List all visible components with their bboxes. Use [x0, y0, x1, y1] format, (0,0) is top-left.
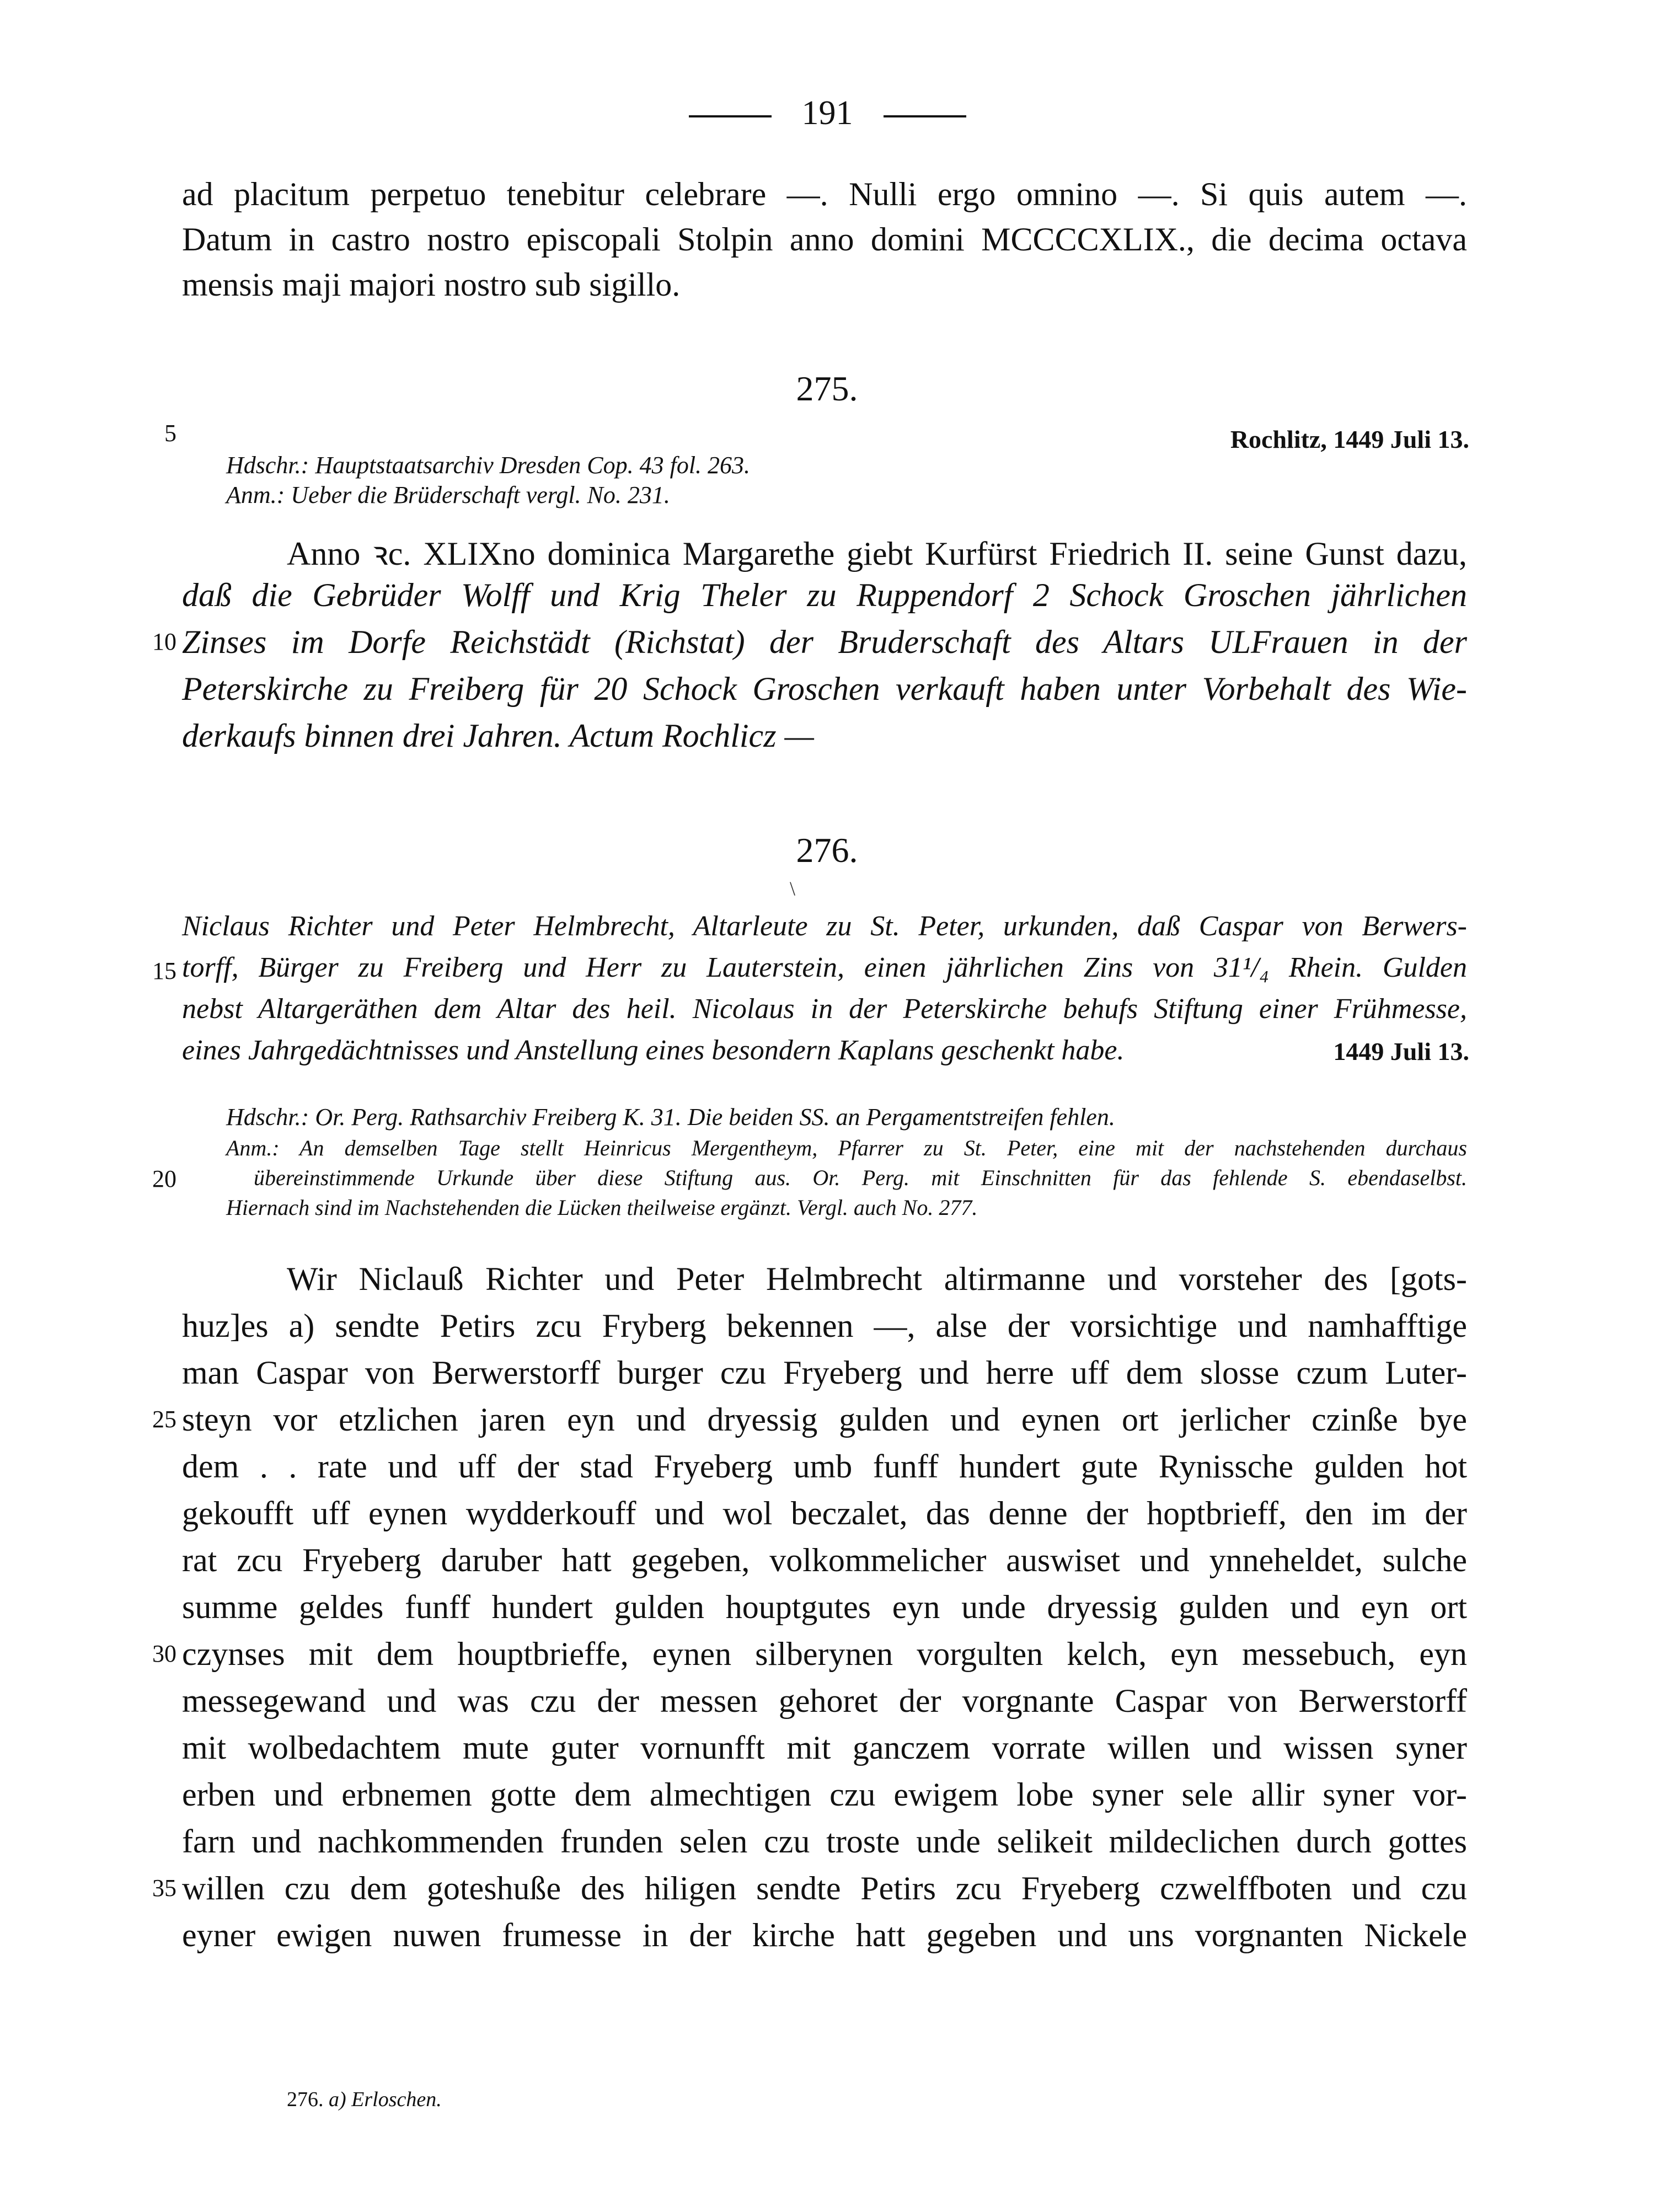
doc-275-text-line-1: Anno ꝛc. XLIXno dominica Margarethe giebt Kurfürst Friedrich II. seine Gunst dazu, [287, 535, 1467, 572]
intro-line-1: ad placitum perpetuo tenebitur celebrare —. Nulli ergo omnino —. Si quis autem —. [182, 176, 1467, 212]
doc-276-body-line-7: rat zcu Fryeberg daruber hatt gegeben, volkommelicher auswiset und ynneheldet, sulche [182, 1542, 1467, 1578]
doc-276-body-line-15: eyner ewigen nuwen frumesse in der kirche hatt gegeben und uns vorgnanten Nickele [182, 1917, 1467, 1953]
footnote-276a [287, 2087, 442, 2112]
page-number: 191 [801, 94, 853, 132]
intro-line-2: Datum in castro nostro episcopali Stolpin anno domini MCCCCXLIX., die decima octava [182, 221, 1467, 258]
footnote-text: Erloschen. [351, 2088, 442, 2111]
doc-276-body-line-10: messegewand und was czu der messen gehoret der vorgnante Caspar von Berwerstorff [182, 1683, 1467, 1719]
doc-276-body-line-11: mit wolbedachtem mute guter vornunfft mit ganczem vorrate willen und wissen syner [182, 1729, 1467, 1766]
header-rule-right [884, 115, 966, 117]
doc-276-body-line-8: summe geldes funff hundert gulden houptgutes eyn unde dryessig gulden und eyn ort [182, 1589, 1467, 1625]
doc-276-note-line-4: Hiernach sind im Nachstehenden die Lücken theilweise ergänzt. Vergl. auch No. 277. [226, 1195, 978, 1220]
doc-276-note-line-1: Hdschr.: Or. Perg. Rathsarchiv Freiberg K. 31. Die beiden SS. an Pergamentstreifen fehlen. [226, 1104, 1115, 1131]
line-number-30: 30 [152, 1640, 176, 1667]
doc-275-text-line-3: Zinses im Dorfe Reichstädt (Richstat) der Bruderschaft des Altars ULFrauen in der [182, 624, 1467, 660]
footnote-ref: 276. [287, 2088, 324, 2111]
doc-276-regest-line-2: torff, Bürger zu Freiberg und Herr zu Lauterstein, einen jährlichen Zins von 31¹/₄ Rhein. Gulden [182, 952, 1467, 983]
doc-276-body-line-12: erben und erbnemen gotte dem almechtigen czu ewigem lobe syner sele allir syner vor- [182, 1776, 1467, 1813]
footnote-label: a) [329, 2088, 346, 2111]
line-number-20: 20 [152, 1165, 176, 1192]
doc-276-body-line-5: dem . . rate und uff der stad Fryeberg umb funff hundert gute Rynissche gulden hot [182, 1448, 1467, 1485]
doc-275-text-line-4: Peterskirche zu Freiberg für 20 Schock Groschen verkauft haben unter Vorbehalt des Wie- [182, 671, 1467, 707]
doc-276-date: 1449 Juli 13. [1333, 1037, 1469, 1065]
line-number-35: 35 [152, 1874, 176, 1902]
doc-276-body-line-3: man Caspar von Berwerstorff burger czu Fryeberg und herre uff dem slosse czum Luter- [182, 1354, 1467, 1391]
doc-276-number: 276. [796, 831, 858, 870]
doc-276-regest-line-1: Niclaus Richter und Peter Helmbrecht, Altarleute zu St. Peter, urkunden, daß Caspar von Berwers- [182, 910, 1467, 942]
doc-275-note: Anm.: Ueber die Brüderschaft vergl. No. 231. [226, 481, 670, 508]
line-number-15: 15 [152, 957, 176, 984]
line-number-5: 5 [164, 420, 176, 447]
doc-275-number: 275. [796, 369, 858, 408]
doc-276-body-line-14: willen czu dem goteshuße des hiligen sendte Petirs zcu Fryeberg czwelffboten und czu [182, 1870, 1467, 1906]
doc-276-body-line-6: gekoufft uff eynen wydderkouff und wol beczalet, das denne der hoptbrieff, den im der [182, 1495, 1467, 1531]
doc-276-body-line-9: czynses mit dem houptbrieffe, eynen silberynen vorgulten kelch, eyn messebuch, eyn [182, 1636, 1467, 1672]
intro-line-3: mensis maji majori nostro sub sigillo. [182, 266, 681, 303]
line-number-25: 25 [152, 1406, 176, 1433]
doc-276-body-line-1: Wir Niclauß Richter und Peter Helmbrecht altirmanne und vorsteher des [gots- [287, 1261, 1467, 1297]
line-number-10: 10 [152, 628, 176, 655]
doc-276-body-line-2: huz]es a) sendte Petirs zcu Fryberg bekennen —, alse der vorsichtige und namhafftige [182, 1308, 1467, 1344]
doc-276-body-line-4: steyn vor etzlichen jaren eyn und dryessig gulden und eynen ort jerlicher czinße bye [182, 1401, 1467, 1438]
stray-mark: \ [790, 877, 796, 899]
doc-275-source: Hdschr.: Hauptstaatsarchiv Dresden Cop. 43 fol. 263. [226, 452, 751, 479]
doc-275-text-line-5: derkaufs binnen drei Jahren. Actum Rochlicz — [182, 717, 814, 754]
doc-275-text-line-2: daß die Gebrüder Wolff und Krig Theler zu Ruppendorf 2 Schock Groschen jährlichen [182, 577, 1467, 613]
doc-275-place-date: Rochlitz, 1449 Juli 13. [1230, 425, 1469, 453]
doc-276-note-line-3: übereinstimmende Urkunde über diese Stiftung aus. Or. Perg. mit Einschnitten für das fehlende S. ebendaselbst. [254, 1165, 1467, 1190]
doc-276-body-line-13: farn und nachkommenden frunden selen czu troste unde selikeit mildeclichen durch gottes [182, 1823, 1467, 1860]
header-rule-left [689, 115, 772, 117]
doc-276-note-line-2: Anm.: An demselben Tage stellt Heinricus Mergentheym, Pfarrer zu St. Peter, eine mit der nachstehenden durchaus [226, 1136, 1467, 1160]
doc-276-regest-line-3: nebst Altargeräthen dem Altar des heil. Nicolaus in der Peterskirche behufs Stiftung einer Frühmesse, [182, 993, 1467, 1025]
page-header [651, 94, 1004, 133]
doc-276-regest-line-4: eines Jahrgedächtnisses und Anstellung eines besondern Kaplans geschenkt habe. [182, 1035, 1125, 1066]
